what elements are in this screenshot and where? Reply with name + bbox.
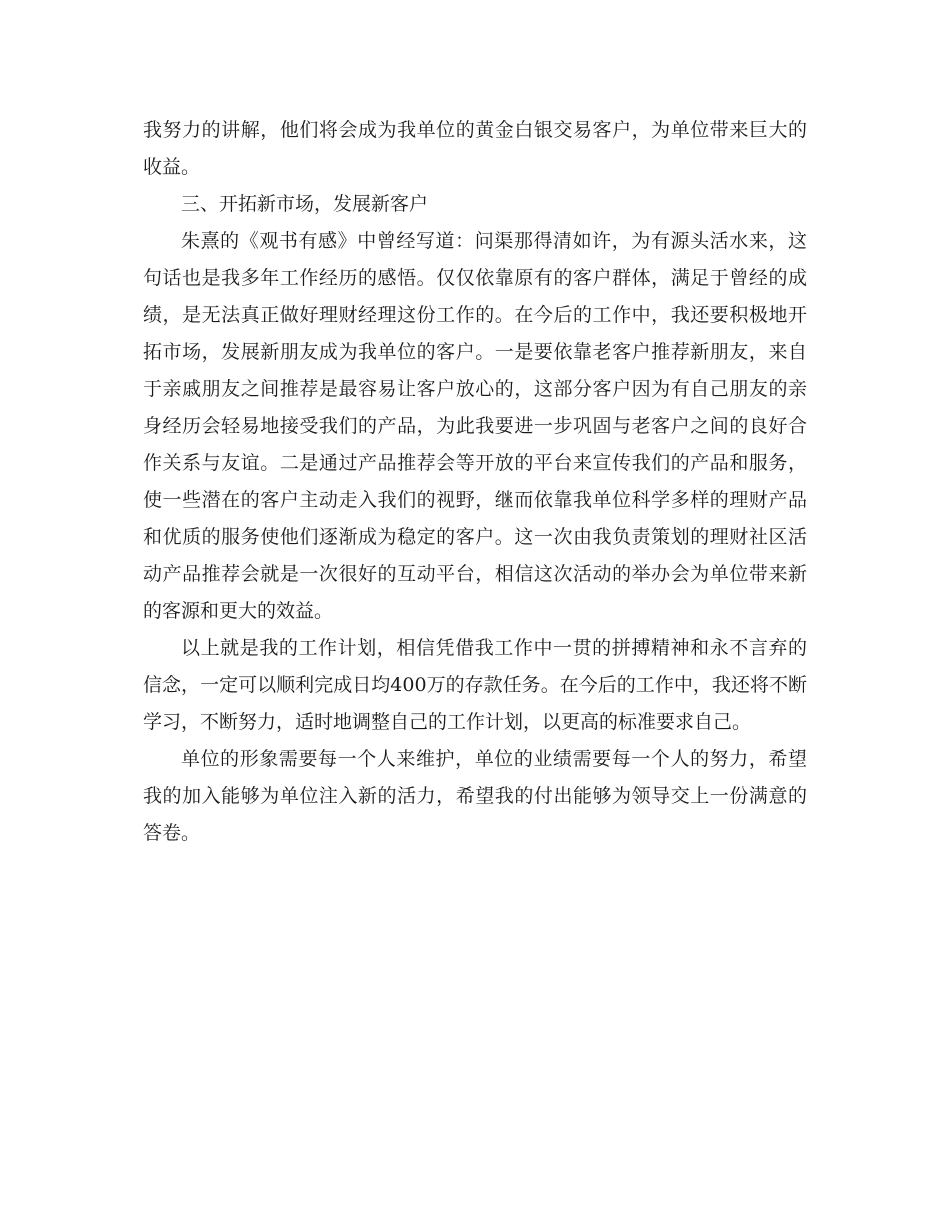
section-heading: 三、开拓新市场，发展新客户 — [181, 193, 429, 215]
document-body — [143, 112, 807, 852]
paragraph-market-expansion: 朱熹的《观书有感》中曾经写道：问渠那得清如许，为有源头活水来，这句话也是我多年工作经历的感悟。仅仅依靠原有的客户群体，满足于曾经的成绩，是无法真正做好理财经理这份工作的。在今后的工作中，我还要积极地开拓市场，发展新朋友成为我单位的客户。一是要依靠老客户推荐新朋友，来自于亲戚朋友之间推荐是最容易让客户放心的，这部分客户因为有自己朋友的亲身经历会轻易地接受我们的产品，为此我要进一步巩固与老客户之间的良好合作关系与友谊。二是通过产品推荐会等开放的平台来宣传我们的产品和服务，使一些潜在的客户主动走入我们的视野，继而依靠我单位科学多样的理财产品和优质的服务使他们逐渐成为稳定的客户。这一次由我负责策划的理财社区活动产品推荐会就是一次很好的互动平台，相信这次活动的举办会为单位带来新的客源和更大的效益。 — [143, 230, 807, 622]
paragraph-closing: 单位的形象需要每一个人来维护，单位的业绩需要每一个人的努力，希望我的加入能够为单位注入新的活力，希望我的付出能够为领导交上一份满意的答卷。 — [143, 748, 807, 844]
paragraph-work-plan-summary: 以上就是我的工作计划，相信凭借我工作中一贯的拼搏精神和永不言弃的信念，一定可以顺利完成日均400万的存款任务。在今后的工作中，我还将不断学习，不断努力，适时地调整自己的工作计划，以更高的标准要求自己。 — [143, 637, 807, 733]
paragraph-continuation: 我努力的讲解，他们将会成为我单位的黄金白银交易客户，为单位带来巨大的收益。 — [143, 119, 807, 178]
